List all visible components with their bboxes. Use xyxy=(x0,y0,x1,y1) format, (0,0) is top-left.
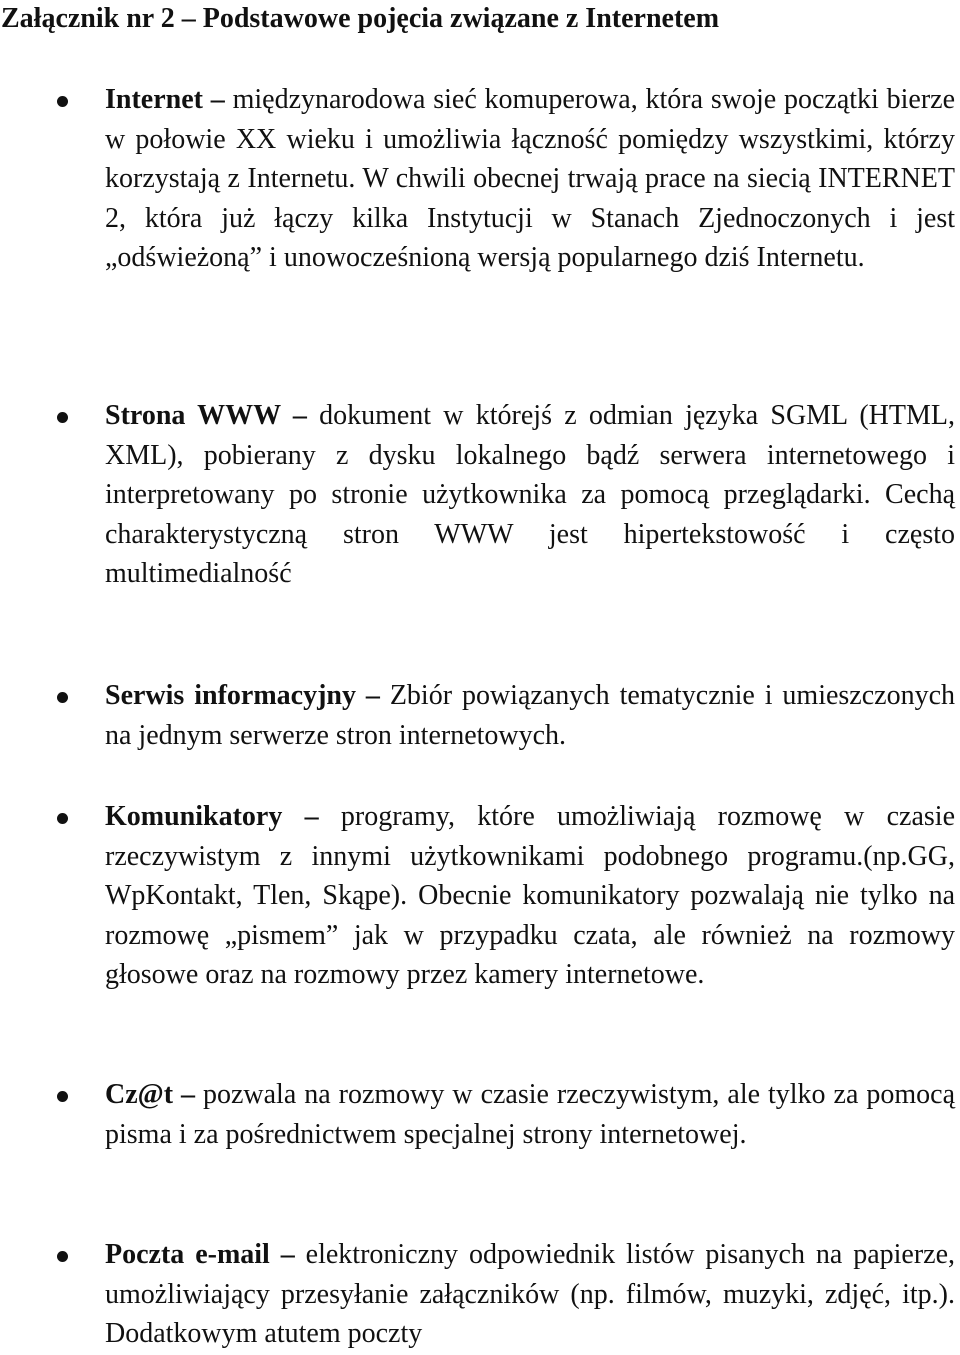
definition-term: Komunikatory xyxy=(105,801,283,832)
definition-body: programy, które umożliwiają rozmowę w czasie rzeczywistym z innymi użytkownikami podobnego programu.(np.GG, WpKontakt, Tlen, Skąpe). Obecnie komunikatory pozwalają nie tylko na rozmowę „pismem” jak w przypadku czata, ale również na rozmowy głosowe oraz na rozmowy przez kamery internetowe. xyxy=(105,801,956,991)
bullet-icon xyxy=(57,692,68,703)
bullet-icon xyxy=(57,412,68,423)
definition-body: pozwala na rozmowy w czasie rzeczywistym, ale tylko za pomocą pisma i za pośrednictwem specjalnej strony internetowej. xyxy=(105,1079,955,1150)
definition-text xyxy=(105,676,955,755)
definition-term: Internet xyxy=(105,84,203,115)
definition-text xyxy=(105,80,955,278)
definition-term: Cz@t xyxy=(105,1079,174,1110)
term-dash: – xyxy=(173,1079,203,1110)
definition-text xyxy=(105,1075,955,1154)
definition-body: dokument w którejś z odmian języka SGML (HTML, XML), pobierany z dysku lokalnego bądź serwera internetowego i interpretowany po stronie użytkownika za pomocą przeglądarki. Cechą charakterystyczną stron WWW jest hipertekstowość i często multimedialność xyxy=(105,400,956,590)
term-dash: – xyxy=(280,400,320,431)
term-dash: – xyxy=(202,84,233,115)
definition-body: Zbiór powiązanych tematycznie i umieszczonych na jednym serwerze stron internetowych. xyxy=(105,680,956,751)
definition-body: elektroniczny odpowiednik listów pisanych na papierze, umożliwiający przesyłanie załączników (np. filmów, muzyki, zdjęć, itp.). Dodatkowym atutem poczty xyxy=(105,1239,956,1350)
term-dash: – xyxy=(269,1239,306,1270)
definition-text xyxy=(105,797,955,995)
definition-text xyxy=(105,396,955,594)
definition-text xyxy=(105,1235,955,1354)
bullet-icon xyxy=(57,1251,68,1262)
bullet-icon xyxy=(57,1091,68,1102)
definition-term: Serwis informacyjny xyxy=(105,680,356,711)
bullet-icon xyxy=(57,813,68,824)
term-dash: – xyxy=(282,801,341,832)
definition-term: Poczta e-mail xyxy=(105,1239,270,1270)
definition-body: międzynarodowa sieć komuperowa, która swoje początki bierze w połowie XX wieku i umożliwia łączność pomiędzy wszystkimi, którzy korzystają z Internetu. W chwili obecnej trwają prace na siecią INTERNET 2, która już łączy kilka Instytucji w Stanach Zjednoczonych i jest „odświeżoną” i unowocześnioną wersją popularnego dziś Internetu. xyxy=(105,84,956,274)
term-dash: – xyxy=(356,680,390,711)
bullet-icon xyxy=(57,96,68,107)
page-title: Załącznik nr 2 – Podstawowe pojęcia związane z Internetem xyxy=(1,3,720,34)
definition-term: Strona WWW xyxy=(105,400,281,431)
